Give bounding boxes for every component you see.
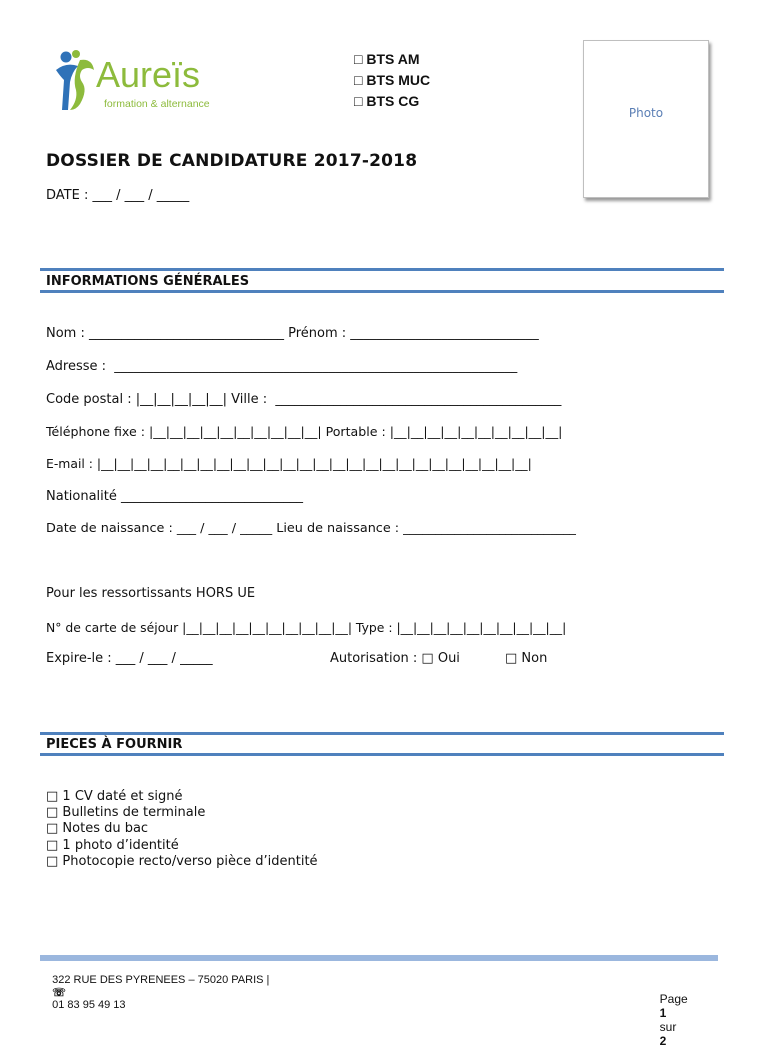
nom-prenom-field[interactable]: Nom : ______________________________ Prénom : _____________________________ [46,326,539,341]
section-title-general: INFORMATIONS GÉNÉRALES [46,274,250,289]
expire-field[interactable]: Expire-le : ___ / ___ / _____ [46,651,213,666]
footer-address-line [46,962,269,1011]
page-mid: sur [659,1020,677,1034]
program-option-bts-muc[interactable]: □ BTS MUC [354,72,431,88]
program-option-bts-cg[interactable]: □ BTS CG [354,93,420,109]
hors-ue-heading: Pour les ressortissants HORS UE [46,586,256,601]
date-field[interactable]: DATE : ___ / ___ / _____ [46,188,190,203]
piece-item-cv[interactable]: □ 1 CV daté et signé [46,789,183,804]
footer-address: 322 RUE DES PYRENEES – 75020 PARIS | [52,974,270,986]
section-rule-top [40,268,724,271]
page-total: 2 [659,1034,667,1048]
code-postal-ville-field[interactable]: Code postal : |__|__|__|__|__| Ville : ____________________________________________ [46,392,562,407]
logo [52,48,232,114]
logo-figure-icon [52,48,100,112]
piece-item-photo[interactable]: □ 1 photo d’identité [46,838,179,853]
adresse-field[interactable]: Adresse : ______________________________________________________________ [46,359,518,374]
telephone-field[interactable]: Téléphone fixe : |__|__|__|__|__|__|__|__|__|__| Portable : |__|__|__|__|__|__|__|__|__|__| [46,424,563,439]
page-number [653,978,688,1048]
photo-placeholder[interactable] [583,40,709,198]
phone-icon: ☏ [52,987,66,999]
piece-item-photocopie[interactable]: □ Photocopie recto/verso pièce d’identité [46,854,318,869]
nationalite-field[interactable]: Nationalité ____________________________ [46,489,304,504]
footer-rule [40,955,718,961]
footer-phone: 01 83 95 49 13 [52,999,126,1011]
program-option-bts-am[interactable]: □ BTS AM [354,51,420,67]
carte-sejour-field[interactable]: N° de carte de séjour |__|__|__|__|__|__|__|__|__|__| Type : |__|__|__|__|__|__|__|__|__|__| [46,620,567,635]
autorisation-non-checkbox[interactable]: □ Non [505,651,548,666]
pieces-rule-top [40,732,724,735]
section-title-pieces: PIECES À FOURNIR [46,737,183,752]
pieces-rule-bottom [40,753,724,756]
naissance-field[interactable]: Date de naissance : ___ / ___ / _____ Lieu de naissance : ___________________________ [46,521,576,536]
photo-label: Photo [628,106,664,120]
logo-tagline: formation & alternance [104,98,210,110]
section-rule-bottom [40,290,724,293]
logo-name: Aureïs [96,54,201,95]
piece-item-bulletins[interactable]: □ Bulletins de terminale [46,805,206,820]
email-field[interactable]: E-mail : |__|__|__|__|__|__|__|__|__|__|__|__|__|__|__|__|__|__|__|__|__|__|__|__|__|__| [46,456,532,471]
page-prefix: Page [659,992,688,1006]
autorisation-oui-checkbox[interactable]: Autorisation : □ Oui [330,651,460,666]
page-current: 1 [659,1006,667,1020]
piece-item-notes-bac[interactable]: □ Notes du bac [46,821,149,836]
page-title: DOSSIER DE CANDIDATURE 2017-2018 [46,151,418,171]
